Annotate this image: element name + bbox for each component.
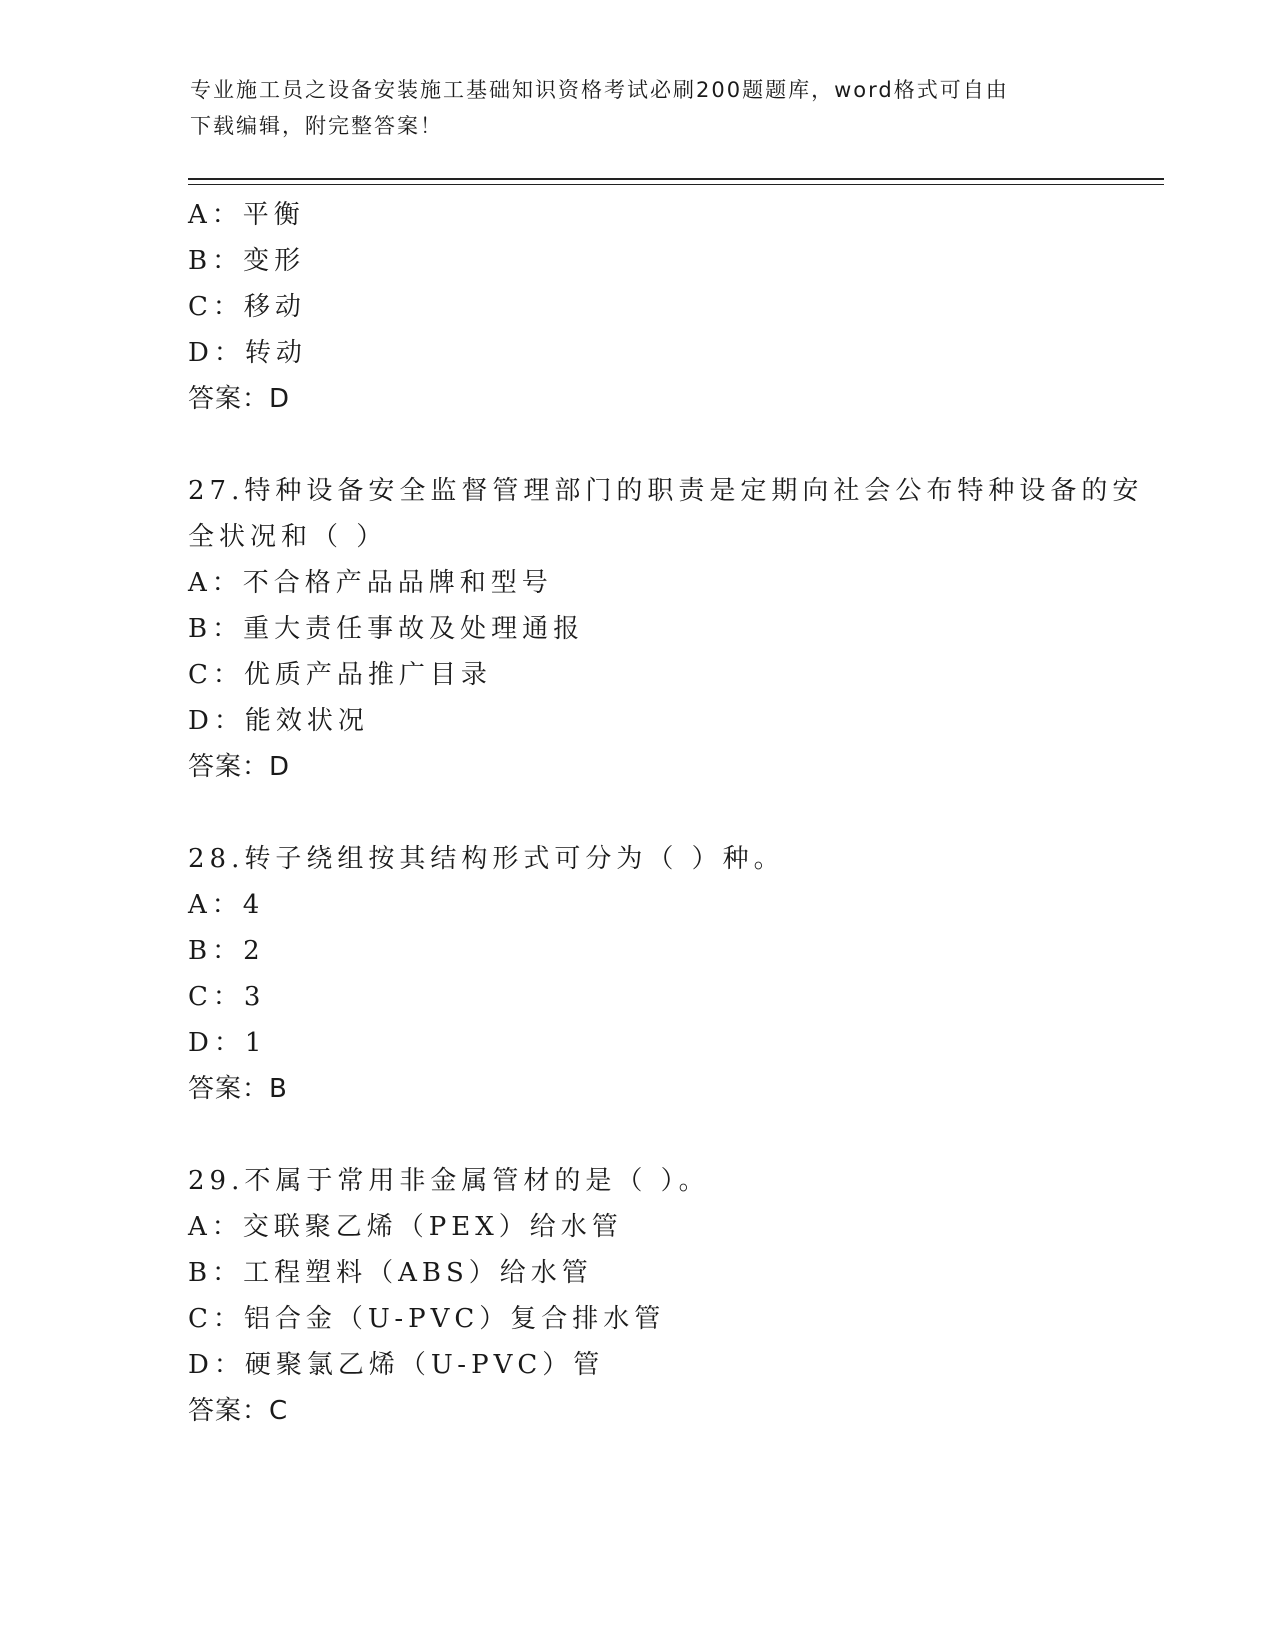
- option-d: D：转动: [188, 338, 307, 368]
- option-a: A：平衡: [188, 200, 305, 230]
- question-stem: 29.不属于常用非金属管材的是（ ）。: [188, 1166, 710, 1196]
- question-29: [188, 1158, 1088, 1434]
- option-d: D：能效状况: [188, 706, 369, 736]
- question-stem: 28.转子绕组按其结构形式可分为（ ）种。: [188, 844, 785, 874]
- question-28: [188, 836, 1088, 1112]
- header-line-1: 专业施工员之设备安装施工基础知识资格考试必刷200题题库，word格式可自由: [190, 78, 1009, 102]
- document-header: [190, 72, 1090, 144]
- question-26: [188, 192, 1088, 422]
- question-27: [188, 468, 1144, 790]
- question-spacer: [188, 422, 1088, 468]
- option-b: B：工程塑料（ABS）给水管: [188, 1258, 593, 1288]
- header-divider-thin: [188, 184, 1164, 185]
- option-a: A：4: [188, 890, 265, 920]
- option-a: A：不合格产品品牌和型号: [188, 568, 553, 598]
- option-b: B：重大责任事故及处理通报: [188, 614, 585, 644]
- option-d: D：硬聚氯乙烯（U-PVC）管: [188, 1350, 605, 1380]
- question-stem-line-1: 27.特种设备安全监督管理部门的职责是定期向社会公布特种设备的安: [188, 476, 1144, 506]
- option-c: C：优质产品推广目录: [188, 660, 492, 690]
- answer-line: 答案：B: [188, 1074, 288, 1104]
- answer-line: 答案：D: [188, 384, 291, 414]
- option-c: C：3: [188, 982, 266, 1012]
- question-list: [188, 192, 1144, 1434]
- option-c: C：铝合金（U-PVC）复合排水管: [188, 1304, 666, 1334]
- question-spacer: [188, 1112, 1088, 1158]
- answer-line: 答案：C: [188, 1396, 289, 1426]
- option-b: B：2: [188, 936, 265, 966]
- answer-line: 答案：D: [188, 752, 291, 782]
- header-line-2: 下载编辑，附完整答案！: [190, 114, 443, 138]
- option-c: C：移动: [188, 292, 306, 322]
- option-a: A：交联聚乙烯（PEX）给水管: [188, 1212, 623, 1242]
- question-spacer: [188, 790, 1088, 836]
- option-d: D：1: [188, 1028, 267, 1058]
- option-b: B：变形: [188, 246, 306, 276]
- question-stem-line-2: 全状况和（ ）: [188, 522, 388, 552]
- header-divider-thick: [188, 178, 1164, 180]
